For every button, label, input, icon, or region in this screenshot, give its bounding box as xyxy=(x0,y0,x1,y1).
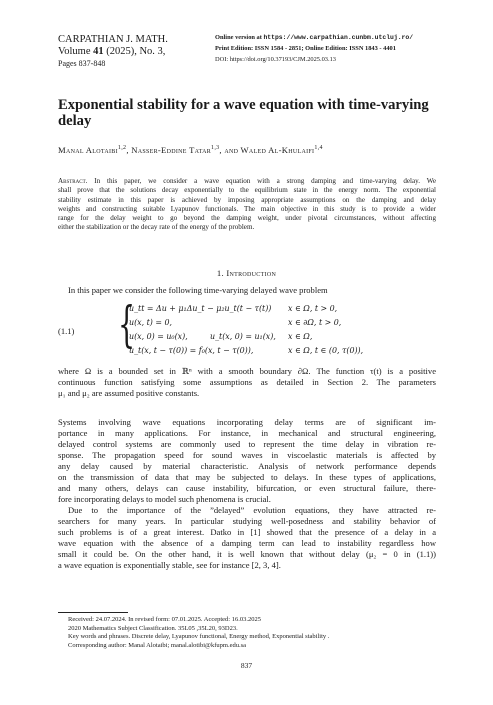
publication-info xyxy=(215,32,413,66)
paragraph-line: continuous function satisfying some assumptions as detailed in Section 2. The parameters xyxy=(58,376,436,387)
paragraph-line: Systems involving wave equations incorporating delay terms are of significant im- xyxy=(58,417,436,427)
page-number: 837 xyxy=(240,661,253,670)
journal-volume: Volume 41 (2025), No. 3, xyxy=(58,46,166,57)
abstract-label: Abstract. xyxy=(58,177,88,185)
footnote-line: 2020 Mathematics Subject Classification. 35L05 ,35L20, 93D23. xyxy=(68,624,238,632)
equation-row: u_tt = Δu + μ₁Δu_t − μ₂u_t(t − τ(t)) xyxy=(129,304,272,313)
abstract-line: weights and constructing suitable Lyapunov functionals. The main objective in this study is to provide a wider xyxy=(58,204,436,213)
paragraph-line: on the transmission of data that may be subjected to delays. In these types of applications, xyxy=(58,471,436,482)
affiliation-marker: 1,2 xyxy=(117,145,127,152)
journal-header xyxy=(58,34,168,70)
journal-url-link[interactable]: https://www.carpathian.cunbm.utcluj.ro/ xyxy=(263,34,414,41)
paragraph-line: μ₁ and μ₂ are assumed positive constants. xyxy=(58,387,200,398)
equation-row: u(x, 0) = u₀(x), xyxy=(129,332,188,341)
issn-info: Print Edition: ISSN 1584 - 2851; Online Edition: ISSN 1843 - 4401 xyxy=(215,45,396,53)
journal-name: CARPATHIAN J. MATH. xyxy=(58,34,168,45)
paragraph xyxy=(58,417,436,505)
equation-condition: x ∈ Ω, t ∈ (0, τ(0)), xyxy=(288,346,364,355)
section-number: 1. xyxy=(216,268,224,278)
paragraph-line: Due to the importance of the ”delayed” evolution equations, they have attracted re- xyxy=(68,505,436,515)
paragraph-line: searchers for many years. In particular studying well-posedness and stability behavior of xyxy=(58,515,436,526)
author-name: Nasser-Eddine Tatar xyxy=(131,145,212,155)
paragraph-line: sponse. The propagation speed for sound waves in viscoelastic materials is affected by xyxy=(58,449,436,460)
paragraph xyxy=(58,505,436,571)
online-version: Online version at https://www.carpathian.cunbm.utcluj.ro/ xyxy=(215,34,414,41)
equation-brace: { xyxy=(118,296,136,353)
title-line: Exponential stability for a wave equation with time-varying xyxy=(58,97,429,113)
footnote-line: Corresponding author: Manal Alotaibi; manal.alotibi@kfupm.edu.sa xyxy=(68,641,247,649)
paragraph-line: small it could be. On the other hand, it is well known that without delay (μ₂ = 0 in (1.1)) xyxy=(58,548,436,559)
equation-condition: x ∈ ∂Ω, t > 0, xyxy=(288,318,342,327)
author-name: and Waled Al-Khulaifi xyxy=(224,145,315,155)
abstract-line: Abstract. In this paper, we consider a wave equation with a strong damping and time-varying delay. We xyxy=(58,177,436,185)
abstract-line: either the stabilization or the decay rate of the energy of the problem. xyxy=(58,223,255,232)
equation-condition: x ∈ Ω, t > 0, xyxy=(288,304,338,313)
equation-condition: x ∈ Ω, xyxy=(288,332,313,341)
equation-row: u_t(x, t − τ(0)) = f₀(x, t − τ(0)), xyxy=(129,346,254,355)
paragraph-line: portance in many applications. For instance, in mechanical and structural engineering, xyxy=(58,427,436,438)
abstract-line: stability estimate in this paper is achieved by imposing appropriate assumptions on the damping and delay xyxy=(58,195,436,204)
footnotes xyxy=(68,616,438,650)
equation-label: (1.1) xyxy=(58,326,75,336)
paper-title xyxy=(58,97,438,129)
paragraph-line: delayed control systems are commonly used to represent the time delay in vibration re- xyxy=(58,438,436,449)
journal-pages: Pages 837-848 xyxy=(58,59,106,68)
paragraph xyxy=(58,366,436,399)
abstract-line: shall prove that the solutions decay exponentially to the equilibrium state in the energy norm. The exponential xyxy=(58,186,436,195)
section-title: Introduction xyxy=(226,268,277,278)
footnote-line: Received: 24.07.2024. In revised form: 07.01.2025. Accepted: 16.03.2025 xyxy=(68,616,261,623)
doi-link[interactable]: DOI: https://doi.org/10.37193/CJM.2025.03.13 xyxy=(215,56,336,64)
abstract xyxy=(58,177,436,233)
affiliation-marker: 1,4 xyxy=(314,145,323,152)
equation-row: u(x, t) = 0, xyxy=(129,318,173,327)
author-separator: , xyxy=(219,145,225,155)
section-heading xyxy=(0,268,493,278)
footnote-line: Key words and phrases. Discrete delay, Lyapunov functional, Energy method, Exponential stability . xyxy=(68,633,330,641)
paragraph-line: any delay caused by material characteristic. Analysis of network performance depends xyxy=(58,460,436,471)
paragraph-line: where Ω is a bounded set in ℝⁿ with a smooth boundary ∂Ω. The function τ(t) is a positive xyxy=(58,366,436,376)
author-list xyxy=(58,145,323,155)
title-line: delay xyxy=(58,113,92,129)
equation-row-middle: u_t(x, 0) = u₁(x), xyxy=(210,332,276,341)
paragraph-line: wave equation with the absence of a damping term can lead to instability regardless how xyxy=(58,537,436,548)
author-separator: , xyxy=(126,145,132,155)
footnote-rule xyxy=(58,612,128,613)
affiliation-marker: 1,3 xyxy=(211,145,220,152)
intro-sentence: In this paper we consider the following time-varying delayed wave problem xyxy=(68,285,328,295)
abstract-line: range for the delay weight to go beyond the damping weight, under pivotal circumstances, without affecting xyxy=(58,214,436,223)
author-name: Manal Alotaibi xyxy=(58,145,118,155)
paragraph-line: fore incorporating delays to model such phenomena is crucial. xyxy=(58,493,271,504)
paragraph-line: and many others, delays can cause instability, bifurcation, or even structural failure, there- xyxy=(58,482,436,493)
paragraph-line: a wave equation is exponentially stable, see for instance [2, 3, 4]. xyxy=(58,559,281,570)
paragraph-line: such problems is of a great interest. Datko in [1] showed that the presence of a delay in a xyxy=(58,526,436,537)
